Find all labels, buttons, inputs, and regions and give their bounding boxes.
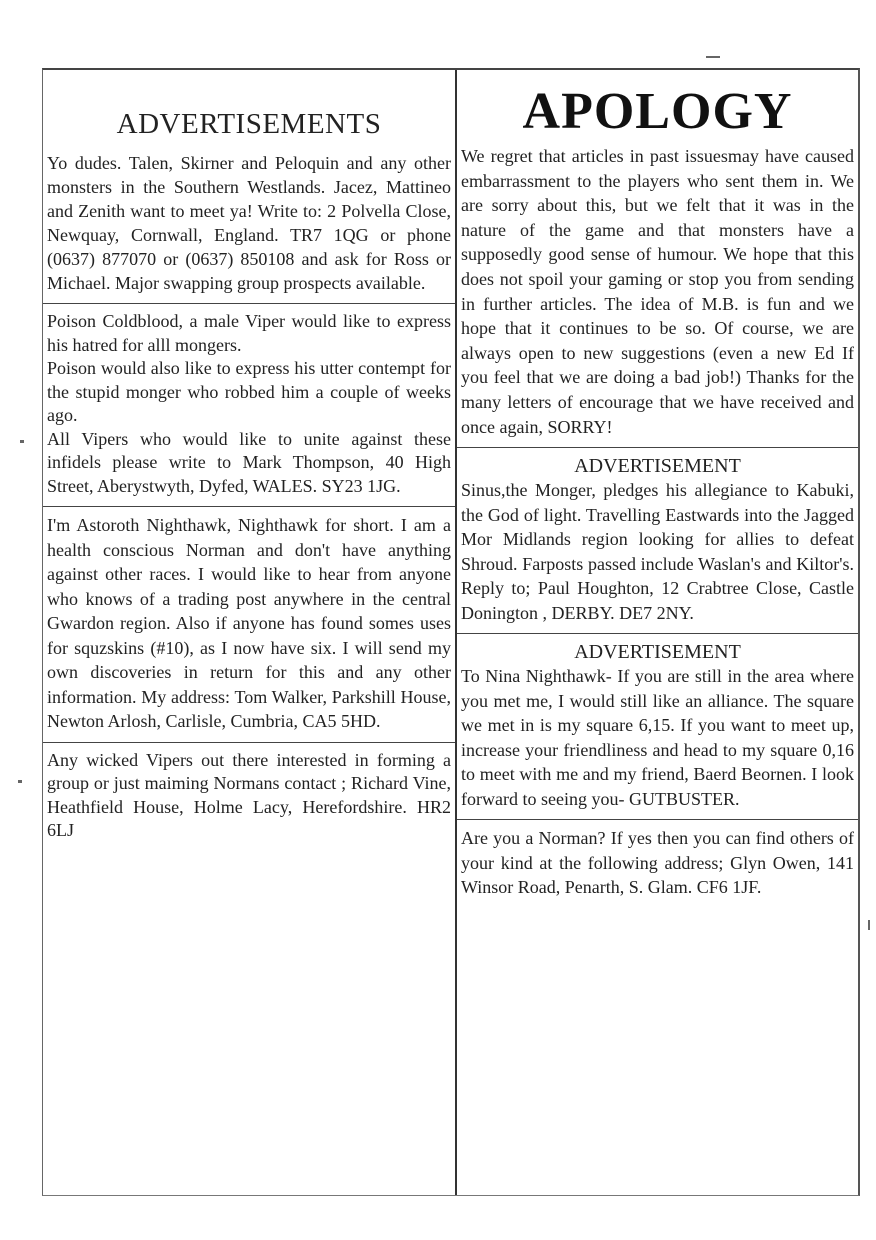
apology-heading: APOLOGY xyxy=(522,83,793,140)
left-column xyxy=(43,70,457,1195)
ad-text: All Vipers who would like to unite against these infidels please write to Mark Thompson, 40 High Street, Aberystwyth, Dyfed, WALES. SY23 1JG. xyxy=(47,428,451,496)
advertisements-heading: ADVERTISEMENTS xyxy=(116,108,382,140)
ad-nina-nighthawk xyxy=(457,634,858,819)
scan-speck xyxy=(868,920,870,930)
ad-text: Poison Coldblood, a male Viper would like to express his hatred for alll mongers. xyxy=(47,311,451,355)
apology-section xyxy=(457,144,858,447)
ad-poison-coldblood xyxy=(43,304,455,506)
scan-speck xyxy=(18,780,22,783)
advertisement-heading: ADVERTISEMENT xyxy=(574,641,741,664)
ad-text: Are you a Norman? If yes then you can find others of your kind at the following address; Glyn Owen, 141 Winsor Road, Penarth, S. Glam. CF6 1JF. xyxy=(461,828,854,898)
ad-text: Poison would also like to express his utter contempt for the stupid monger who robbed him a couple of weeks ago. xyxy=(47,358,451,425)
scan-speck xyxy=(706,56,720,58)
ad-monsters-westlands xyxy=(43,151,455,303)
newsletter-page xyxy=(42,68,860,1196)
ad-sinus-monger xyxy=(457,448,858,633)
ad-wicked-vipers xyxy=(43,743,455,843)
ad-text: To Nina Nighthawk- If you are still in the area where you met me, I would still like an alliance. The square we met in is my square 6,15. If you want to meet up, increase your friendliness and head to my square 0,16 to meet with me and my friend, Baerd Beornen. I look forward to seeing you- GUTBUSTER. xyxy=(461,666,854,809)
ad-norman-glyn-owen xyxy=(457,820,858,900)
scan-speck xyxy=(20,440,24,443)
ad-text: Sinus,the Monger, pledges his allegiance to Kabuki, the God of light. Travelling Eastwards into the Jagged Mor Midlands region looking for allies to defeat Shroud. Farposts passed include Waslan's and Kiltor's. Reply to; Paul Houghton, 12 Crabtree Close, Castle Donington , DERBY. DE7 2NY. xyxy=(461,480,854,623)
ad-text: Any wicked Vipers out there interested in forming a group or just maiming Normans contact ; Richard Vine, Heathfield House, Holme Lacy, Herefordshire. HR2 6LJ xyxy=(47,749,451,840)
apology-text: We regret that articles in past issuesmay have caused embarrassment to the players who sent them in. We are sorry about this, but we felt that it was in the nature of the game and that monsters have a supposedly good sense of humour. We hope that this does not spoil your gaming or stop you from sending in further articles. The idea of M.B. is fun and we hope that it continues to be so. Of course, we are always open to new suggestions (even a new Ed If you feel that we are doing a bad job!) Thanks for the many letters of encourage that we have received and once again, SORRY! xyxy=(461,146,854,437)
right-column xyxy=(457,70,858,1195)
advertisement-heading: ADVERTISEMENT xyxy=(574,455,741,478)
ad-text: I'm Astoroth Nighthawk, Nighthawk for short. I am a health conscious Norman and don't have anything against other races. I would like to hear from anyone who knows of a trading post anywhere in the central Gwardon region. Also if anyone has found somes uses for squzskins (#10), as I now have six. I will send my own discoveries in return for this and any other information. My address: Tom Walker, Parkshill House, Newton Arlosh, Carlisle, Cumbria, CA5 5HD. xyxy=(47,515,451,731)
ad-astoroth-nighthawk xyxy=(43,507,455,742)
ad-text: Yo dudes. Talen, Skirner and Peloquin and any other monsters in the Southern Westlands. Jacez, Mattineo and Zenith want to meet ya! Write to: 2 Polvella Close, Newquay, Cornwall, England. TR7 1QG or phone (0637) 877070 or (0637) 850108 and ask for Ross or Michael. Major swapping group prospects available. xyxy=(47,153,451,293)
